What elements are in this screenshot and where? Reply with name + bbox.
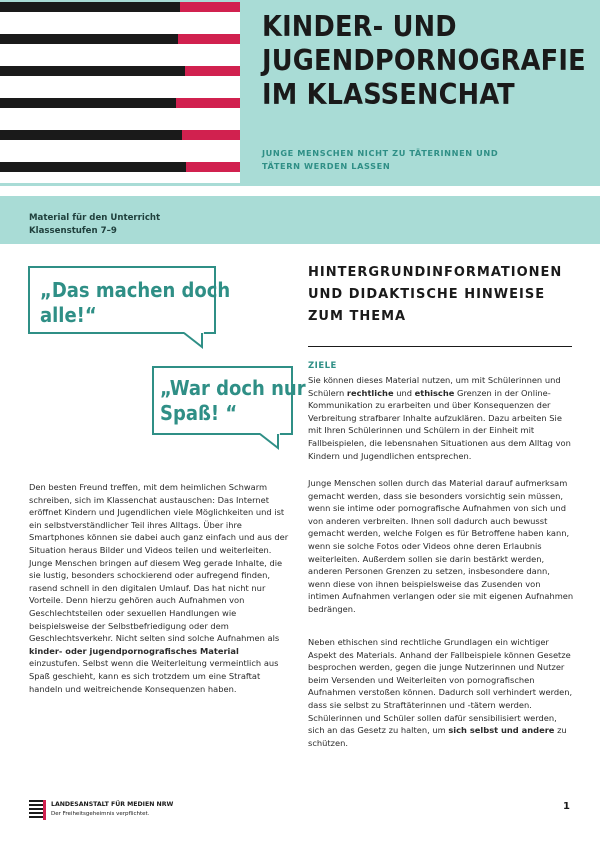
section-heading (308, 262, 578, 328)
text-run: Den besten Freund treffen, mit dem heimlichen Schwarm schreiben, sich im Klassenchat austauschen: Das Internet eröffnet Kindern und Jugendlichen viele Möglichkeiten und ist ein selbstverständlicher Teil ihres Alltags. Über ihre Smartphones können sie dabei auch ganz einfach und aus der Situation heraus Bilder und Videos teilen und weiterleiten. Junge Menschen bringen auf diesem Weg gerade Inhalte, die sie lustig, besonders schockierend oder aufregend finden, rasend schnell in den digitalen Umlauf. Das hat nicht nur Vorteile. Denn hierzu gehören auch Aufnahmen von Geschlechtsteilen oder sexuellen Handlungen wie beispielsweise der Selbstbefriedigung oder dem Geschlechtsverkehr. Nicht selten sind solche Aufnahmen als (29, 482, 289, 644)
text-run: Sie können dieses Material nutzen, um mit Schülerinnen und Schülern (308, 375, 561, 398)
text-run: Neben ethischen sind rechtliche Grundlagen ein wichtiger Aspekt des Materials. Anhand der Fallbeispiele können Gesetze besprochen werden, gegen die junge Nutzerinnen und Nutzer beim Versenden und Weiterleiten von pornografischen Aufnahmen verstoßen können. Dadurch soll verhindert werden, dass sie selbst zu Straftäterinnen und -tätern werden. Schülerinnen und Schüler sollen dafür sensibilisiert werden, sich an das Gesetz zu halten, um (308, 637, 573, 736)
page-number: 1 (563, 801, 570, 812)
logo-mark-icon (29, 800, 45, 820)
right-paragraph-2: Junge Menschen sollen durch das Material darauf aufmerksam gemacht werden, dass sie besonders vorsichtig sein müssen, wenn sie intime oder pornografische Aufnahmen von sich und von anderen verbreiten. Ihnen soll dadurch auch bewusst gemacht werden, welche Folgen es für Betroffene haben kann, wenn sie solche Fotos oder Videos ohne deren Erlaubnis weiterleiten. Außerdem sollen sie darin bestärkt werden, anderen Personen Grenzen zu setzen, insbesondere dann, wenn diese von ihnen beispielsweise das Zusenden von intimen Aufnahmen verlangen oder sie mit eigenen Aufnahmen bedrängen. (308, 478, 574, 614)
quote-2-line-2: Spaß! “ (160, 401, 238, 425)
ziele-label: ZIELE (308, 361, 337, 371)
logo-name: LANDESANSTALT FÜR MEDIEN NRW (51, 801, 174, 808)
quote-1 (40, 278, 230, 328)
emphasis: kinder- oder jugendpornografisches Material (29, 645, 239, 656)
grade-label: Klassenstufen 7–9 (29, 226, 117, 236)
emphasis: rechtliche (346, 387, 394, 398)
section-heading-line: HINTERGRUNDINFORMATIONEN (308, 265, 563, 280)
ziele-paragraph (308, 374, 574, 462)
emphasis: sich selbst und andere (448, 725, 555, 736)
quote-2-line-1: „War doch nur (160, 376, 306, 400)
logo-tagline: Der Freiheitsgeheimnis verpflichtet. (51, 811, 150, 817)
publisher-logo (29, 800, 174, 824)
text-run: zu schützen. (308, 725, 567, 748)
header-banner (0, 0, 600, 186)
title-line: IM KLASSENCHAT (262, 78, 515, 111)
quote-1-line-2: alle!“ (40, 303, 97, 327)
title-line: JUGENDPORNOGRAFIE (262, 44, 586, 77)
emphasis: ethische (414, 387, 455, 398)
heading-divider (308, 346, 572, 347)
material-label: Material für den Unterricht (29, 213, 161, 223)
speech-bubble-tail-1 (182, 332, 206, 350)
material-info (29, 212, 160, 238)
stripe-pattern (0, 0, 240, 186)
speech-bubble-tail-2 (258, 433, 282, 451)
subtitle-line: JUNGE MENSCHEN NICHT ZU TÄTERINNEN UND (262, 148, 499, 158)
text-run: einzustufen. Selbst wenn die Weiterleitung vermeintlich aus Spaß geschieht, kann es sich trotzdem um eine Straftat handeln und weitreichende Konsequenzen haben. (29, 658, 279, 694)
page-subtitle (262, 147, 562, 173)
quote-2 (160, 376, 306, 426)
section-heading-line: UND DIDAKTISCHE HINWEISE (308, 287, 546, 302)
text-run: und (393, 387, 415, 398)
subtitle-line: TÄTERN WERDEN LASSEN (262, 161, 391, 171)
intro-paragraph (29, 481, 291, 695)
right-paragraph-3 (308, 636, 574, 749)
section-heading-line: ZUM THEMA (308, 309, 407, 324)
title-line: KINDER- UND (262, 10, 457, 43)
text-run: Grenzen in der Online-Kommunikation zu erarbeiten und über Konsequenzen der Verbreitung strafbarer Inhalte aufzuklären. Dazu arbeiten Sie mit Ihren Schülerinnen und Schülern in der Einheit mit Fallbeispielen, die lebensnahen Situationen aus dem Alltag von Kindern und Jugendlichen entsprechen. (308, 387, 571, 461)
quote-1-line-1: „Das machen doch (40, 278, 231, 302)
page-title (262, 10, 592, 112)
